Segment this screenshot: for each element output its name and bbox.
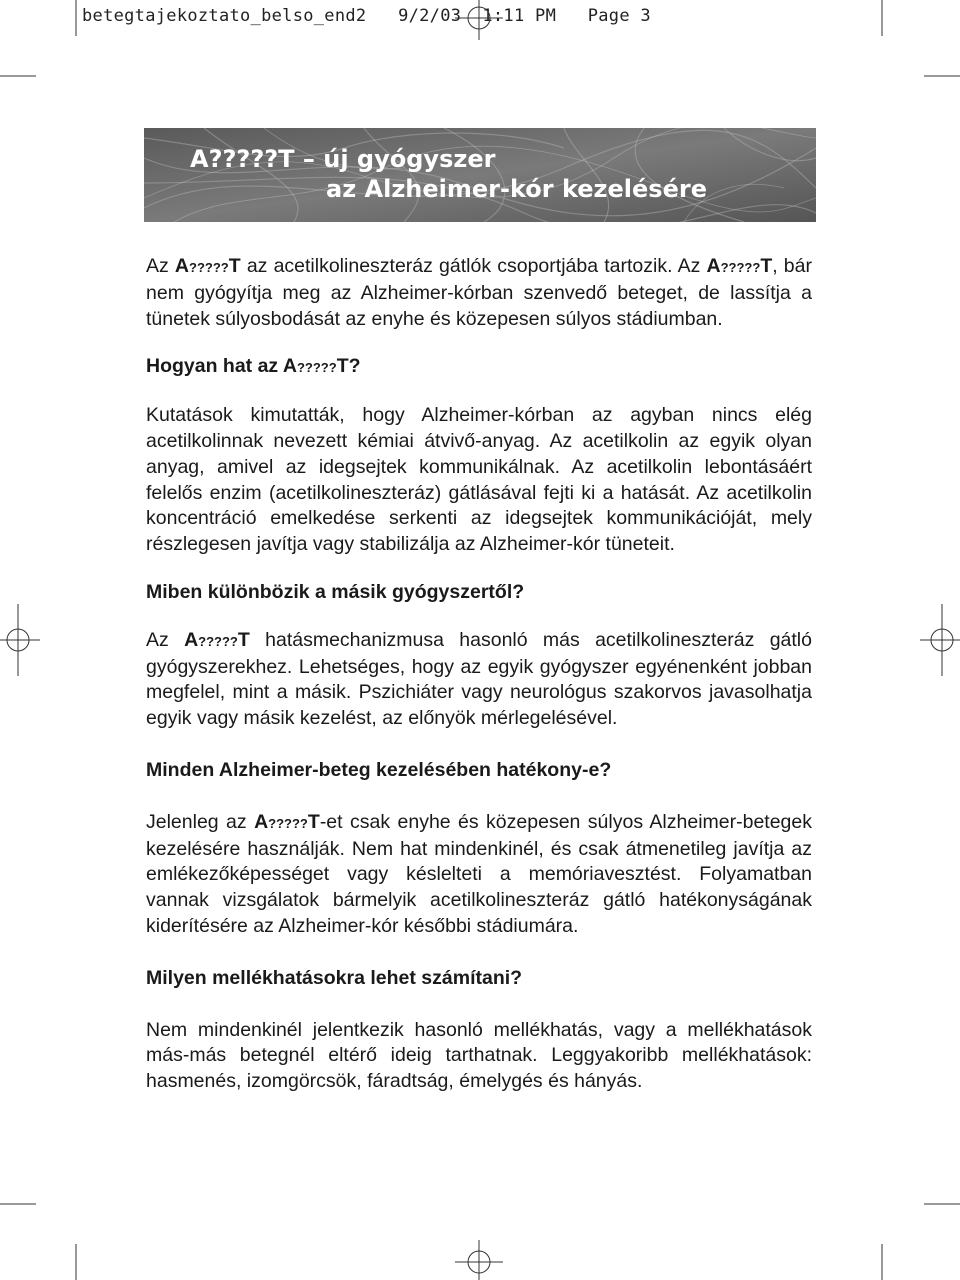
slug-page: Page 3 xyxy=(587,6,651,26)
registration-mark-left xyxy=(0,604,40,676)
banner-title-line1: A?????T – új gyógyszer xyxy=(190,145,496,173)
drug-name: A?????T xyxy=(282,355,349,378)
how-it-works-paragraph: Kutatások kimutatták, hogy Alzheimer-kórban az agyban nincs elég acetilkolinnak nevezett kémiai átvivő-anyag. Az acetilkolin az egyik olyan anyag, amivel az idegsejtek kommunikálnak. Az acetilkolin lebontásáért felelős enzim (acetilkolineszteráz) gátlásával fejti ki a hatását. Az acetilkolin koncentráció emelkedése serkenti az idegsejtek kommunikációját, mely részlegesen javítja vagy stabilizálja az Alzheimer-kór tüneteit. xyxy=(146,404,812,556)
drug-name: A?????T xyxy=(184,628,250,651)
effectiveness-paragraph: Jelenleg az A?????T-et csak enyhe és közepesen súlyos Alzheimer-betegek kezelésére használják. Nem hat mindenkinél, és csak átmenetileg javítja az emlékezőképességet vagy késlelteti a memóriavesztést. Folyamatban vannak vizsgálatok bármelyik acetilkolineszteráz gátló hatékonyságának kiderítésére az Alzheimer-kór későbbi stádiumára. xyxy=(146,810,812,937)
heading-how-it-works: Hogyan hat az A?????T? xyxy=(146,355,361,378)
heading-effectiveness: Minden Alzheimer-beteg kezelésében hatékony-e? xyxy=(146,758,612,781)
drug-name: A?????T xyxy=(706,255,773,277)
heading-side-effects: Milyen mellékhatásokra lehet számítani? xyxy=(146,966,523,989)
registration-mark-right xyxy=(920,604,960,676)
difference-paragraph: Az A?????T hatásmechanizmusa hasonló más acetilkolineszteráz gátló gyógyszerekhez. Lehetséges, hogy az egyik gyógyszer egyénenként jobban megfelel, mint a másik. Pszichiáter vagy neurológus szakorvos javasolhatja egyik vagy másik kezelést, az előnyök mérlegelésével. xyxy=(146,628,812,730)
registration-mark-top xyxy=(455,0,503,40)
drug-name: A?????T xyxy=(254,810,320,833)
banner-title xyxy=(190,144,707,204)
heading-difference: Miben különbözik a másik gyógyszertől? xyxy=(146,580,525,603)
slug-filename: betegtajekoztato_belso_end2 xyxy=(82,6,367,26)
slug-date: 9/2/03 xyxy=(398,6,462,26)
leaflet-body xyxy=(146,254,812,1095)
drug-name: A?????T xyxy=(174,255,241,277)
intro-paragraph: Az A?????T az acetilkolineszteráz gátlók csoportjába tartozik. Az A?????T, bár nem gyógyítja meg az Alzheimer-kórban szenvedő beteget, de lassítja a tünetek súlyosbodását az enyhe és közepesen súlyos stádiumban. xyxy=(146,255,812,330)
banner-title-line2: az Alzheimer-kór kezelésére xyxy=(326,175,707,203)
registration-mark-bottom xyxy=(455,1240,503,1280)
slug-time: 1:11 PM xyxy=(482,6,557,26)
side-effects-paragraph: Nem mindenkinél jelentkezik hasonló mellékhatás, vagy a mellékhatások más-más betegnél eltérő ideig tarthatnak. Leggyakoribb mellékhatások: hasmenés, izomgörcsök, fáradtság, émelygés és hányás. xyxy=(146,1018,812,1093)
title-banner xyxy=(144,128,816,222)
